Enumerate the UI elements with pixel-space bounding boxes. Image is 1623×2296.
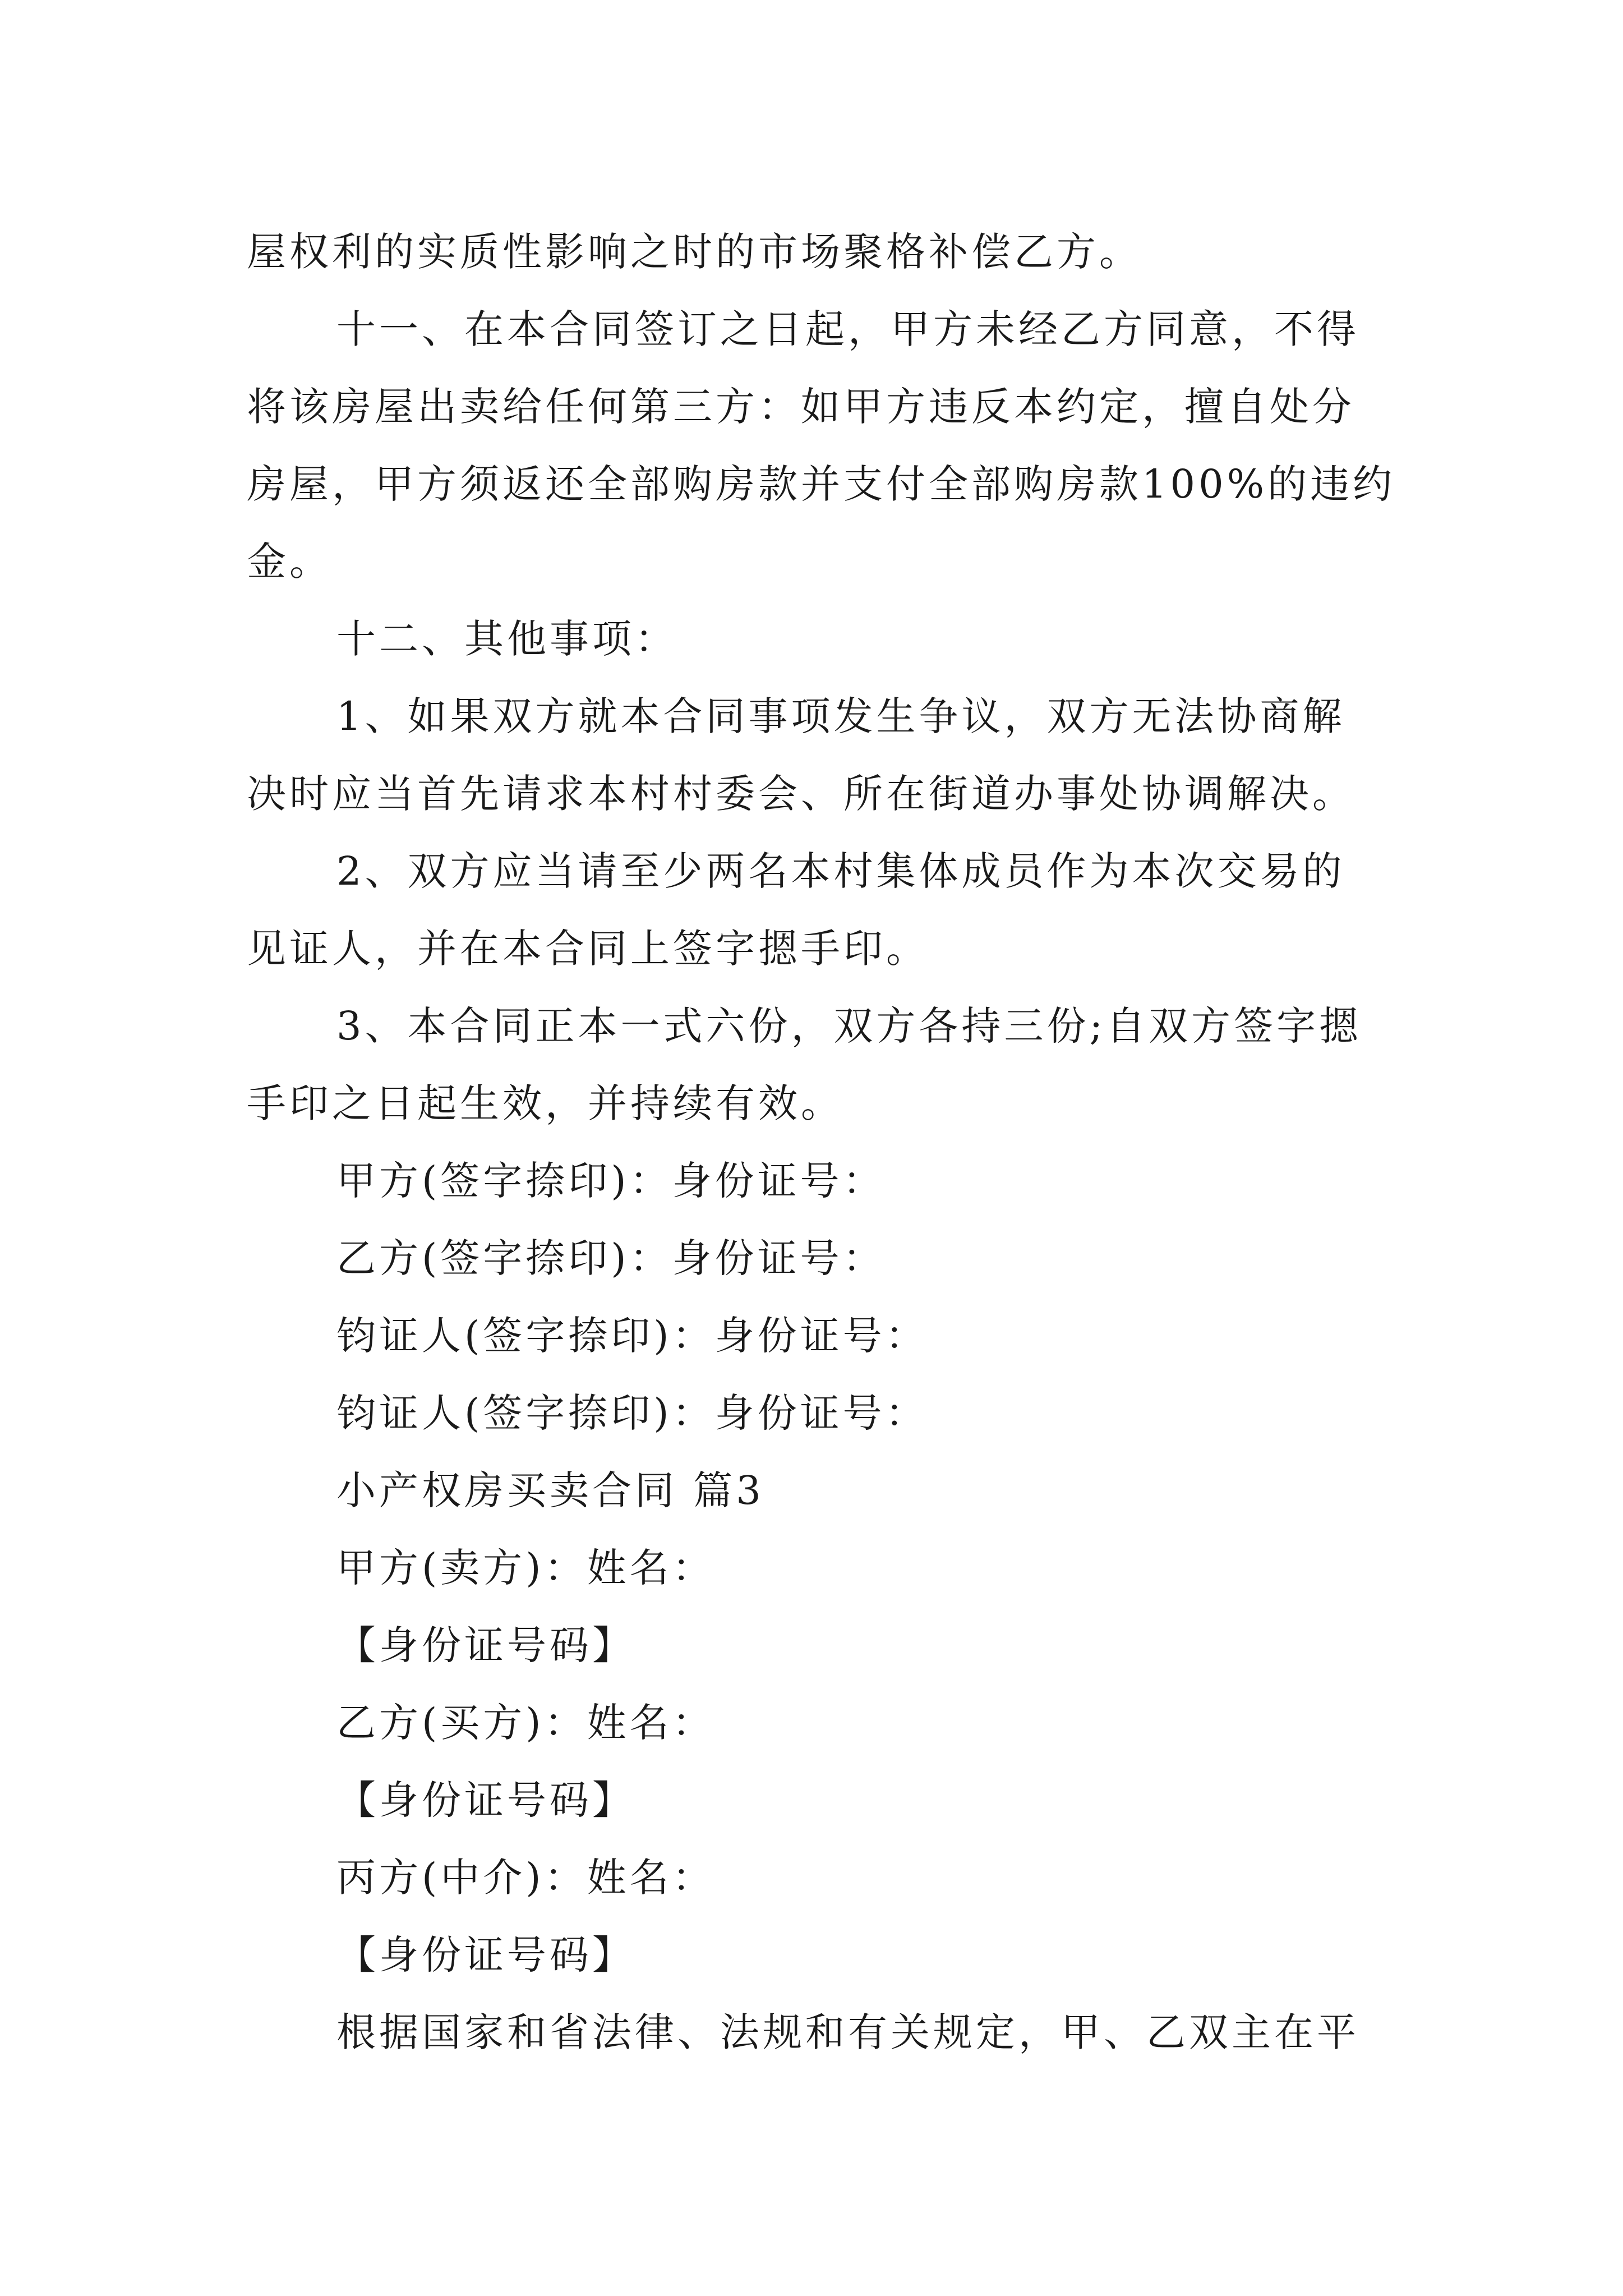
clause-12-heading: 十二、其他事项： [336,616,677,662]
clause-11-heading-line: 十一、在本合同签订之日起，甲方未经乙方同意，不得 [336,306,1359,352]
item-2-line: 2、双方应当请至少两名本村集体成员作为本次交易的 [336,848,1345,894]
paragraph-line: 手印之日起生效，并持续有效。 [247,1080,843,1126]
party-b-id-field: 【身份证号码】 [336,1777,635,1823]
paragraph-line: 金。 [247,539,332,585]
party-c-name-field: 丙方(中介)：姓名： [336,1855,715,1901]
preamble-line: 根据国家和省法律、法规和有关规定，甲、乙双主在平 [336,2009,1359,2055]
party-b-name-field: 乙方(买方)：姓名： [336,1700,715,1746]
party-a-name-field: 甲方(卖方)：姓名： [336,1545,715,1591]
paragraph-line: 屋权利的实质性影响之时的市场聚格补偿乙方。 [247,229,1142,275]
paragraph-line: 将该房屋出卖给任何第三方：如甲方违反本约定，擅自处分 [247,384,1355,430]
party-a-id-field: 【身份证号码】 [336,1622,635,1668]
signature-witness-2: 钧证人(签字捺印)：身份证号： [336,1390,928,1436]
party-c-id-field: 【身份证号码】 [336,1932,635,1978]
paragraph-line: 见证人，并在本合同上签字摁手印。 [247,926,929,972]
document-body [247,213,1424,2071]
signature-party-a: 甲方(签字捺印)：身份证号： [336,1158,886,1204]
section-title: 小产权房买卖合同 篇3 [336,1467,764,1513]
paragraph-line: 房屋，甲方须返还全部购房款并支付全部购房款100%的违约 [247,461,1396,507]
signature-party-b: 乙方(签字捺印)：身份证号： [336,1235,886,1281]
item-3-line: 3、本合同正本一式六份，双方各持三份;自双方签字摁 [336,1003,1362,1049]
paragraph-line: 决时应当首先请求本村村委会、所在街道办事处协调解决。 [247,771,1355,817]
item-1-line: 1、如果双方就本合同事项发生争议，双方无法协商解 [336,693,1345,739]
signature-witness-1: 钧证人(签字捺印)：身份证号： [336,1313,928,1359]
